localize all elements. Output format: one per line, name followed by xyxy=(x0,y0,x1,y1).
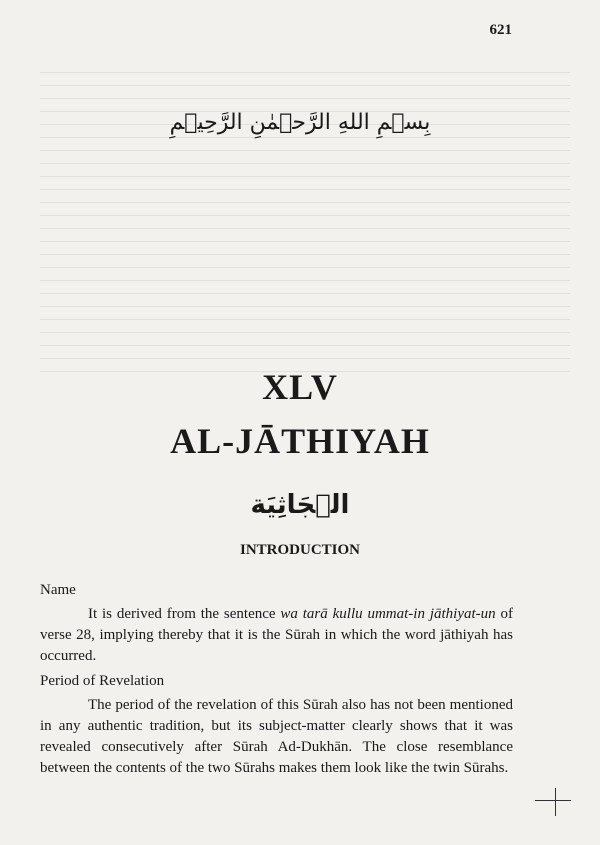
paragraph-name xyxy=(40,604,513,667)
bismillah-calligraphy: بِسۡمِ اللهِ الرَّحۡمٰنِ الرَّحِيۡمِ xyxy=(169,110,431,135)
period-text: The period of the revelation of this Sūrah also has not been mentioned in any authentic tradition, but its subject-matter clearly shows that it was revealed consecutively after Sūrah Ad-Dukhān. The close resemblance between the contents of the two Sūrahs makes them look like the twin Sūrahs. xyxy=(40,697,513,776)
quoted-phrase: wa tarā kullu ummat-in jāthiyat-un xyxy=(280,606,496,622)
page-number: 621 xyxy=(489,22,512,38)
surah-number: XLV xyxy=(262,367,338,407)
introduction-heading: INTRODUCTION xyxy=(239,542,360,558)
text-before-quote: It is derived from the sentence xyxy=(88,606,281,622)
registration-mark-horizontal xyxy=(535,800,571,801)
text-after-quote: of verse 28, implying thereby that it is the Sūrah in which the word jāthiyah has occurred. xyxy=(40,606,514,664)
paragraph-period xyxy=(40,695,513,779)
section-heading-period: Period of Revelation xyxy=(40,673,165,689)
surah-title: AL-JĀTHIYAH xyxy=(170,421,430,461)
surah-title-arabic: الۡجَاثِيَة xyxy=(250,490,350,520)
section-heading-name: Name xyxy=(40,582,76,598)
registration-mark-vertical xyxy=(555,788,556,816)
